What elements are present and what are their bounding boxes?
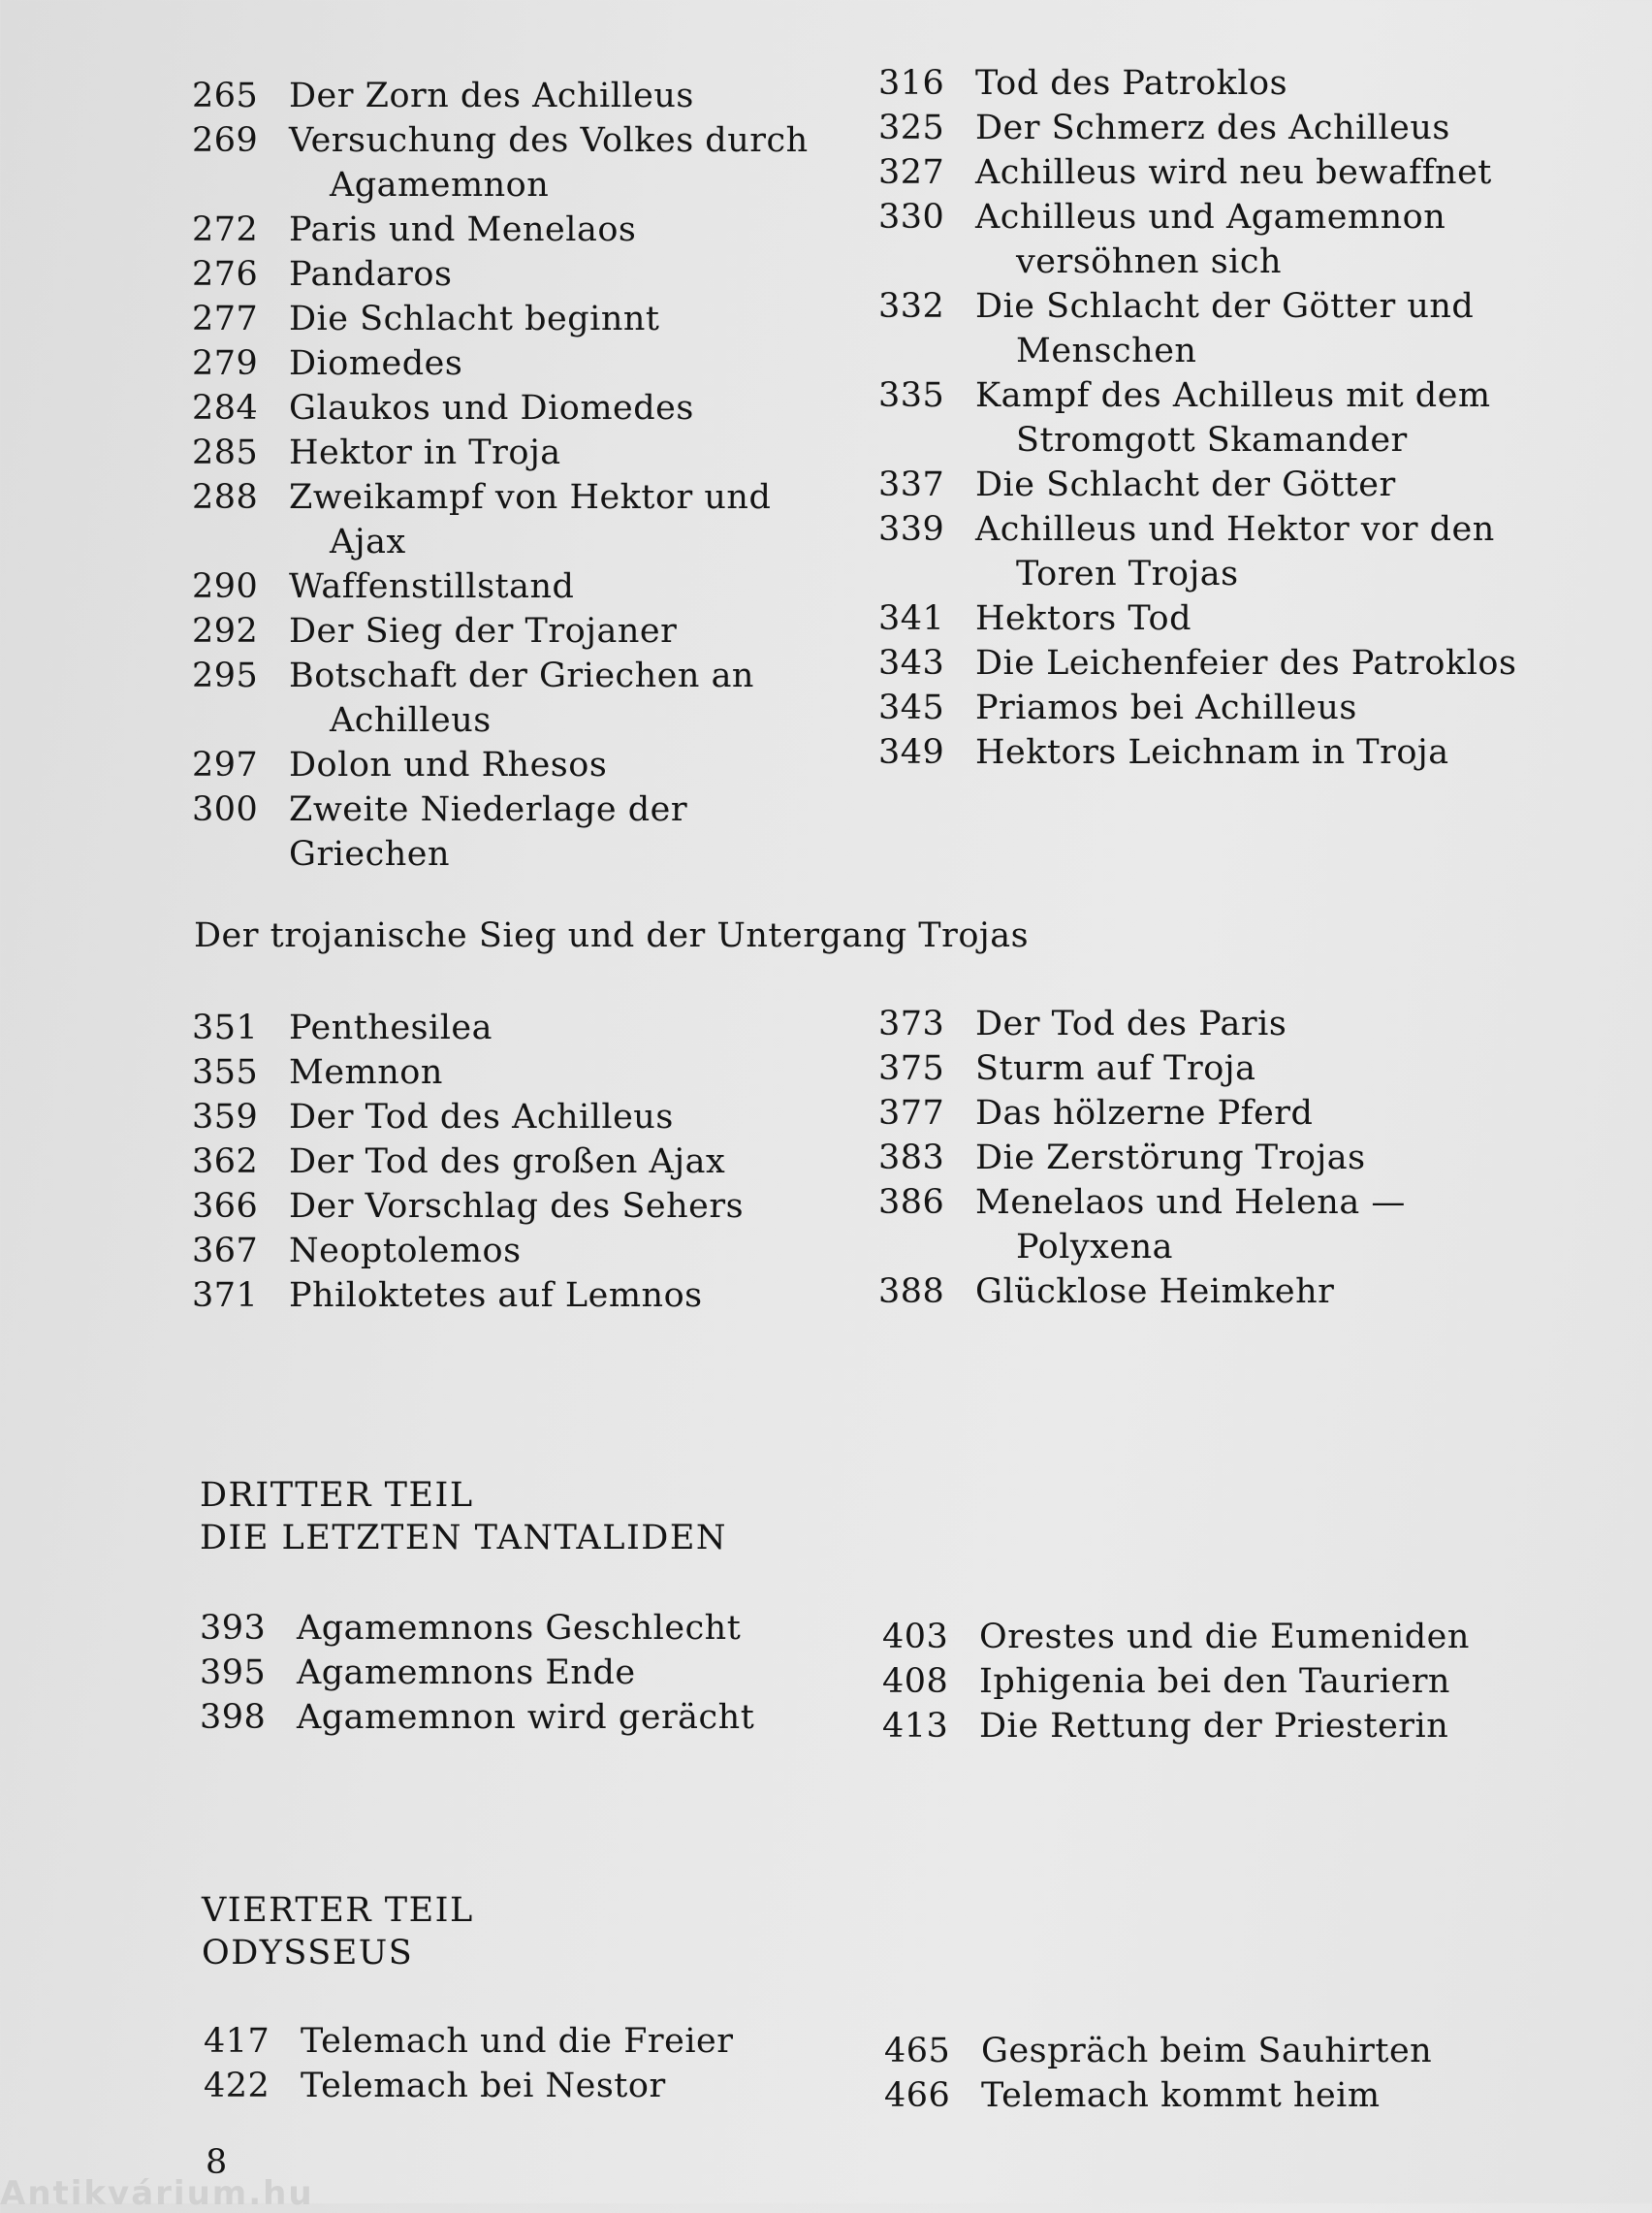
toc-page-number: 375 xyxy=(878,1049,945,1088)
toc-entry-title xyxy=(289,564,851,609)
toc-page-number: 330 xyxy=(878,198,945,237)
toc-entry-title xyxy=(289,208,851,252)
toc-entry-title xyxy=(289,609,851,654)
toc-page-number: 290 xyxy=(192,567,259,606)
toc-entry-title-text: Zweite Niederlage der Griechen xyxy=(289,790,688,874)
toc-page-number: 366 xyxy=(192,1187,259,1226)
toc-entry xyxy=(192,386,851,431)
toc-entry xyxy=(192,787,851,877)
toc-entry-title-text: Hektor in Troja xyxy=(289,433,561,472)
toc-page-number: 285 xyxy=(192,433,259,472)
toc-entry-title-text: Die Schlacht der Götter xyxy=(975,465,1396,504)
toc-entry-title-text: Das hölzerne Pferd xyxy=(975,1094,1314,1133)
toc-entry-title-text: Die Zerstörung Trojas xyxy=(975,1139,1366,1177)
toc-page-number: 386 xyxy=(878,1183,945,1222)
toc-entry-title xyxy=(289,1006,851,1050)
toc-entry-title-text: Achilleus und Hektor vor den xyxy=(975,510,1495,549)
toc-page-number: 272 xyxy=(192,210,259,249)
toc-page-number: 398 xyxy=(200,1698,267,1737)
toc-entry xyxy=(884,2029,1563,2073)
toc-entry-title-text: Penthesilea xyxy=(289,1009,492,1047)
toc-page-number: 362 xyxy=(192,1142,259,1181)
toc-entry-title xyxy=(975,641,1557,686)
toc-entry-title-text: Kampf des Achilleus mit dem xyxy=(975,376,1491,415)
toc-entry-title-text: Telemach und die Freier xyxy=(301,2022,734,2061)
toc-entry-title-text: Neoptolemos xyxy=(289,1232,522,1270)
toc-entry xyxy=(192,475,851,564)
toc-entry-title xyxy=(289,297,851,341)
toc-part3-right-column xyxy=(882,1615,1561,1748)
toc-entry-title-text: Versuchung des Volkes durch xyxy=(289,121,809,160)
toc-entry xyxy=(878,61,1557,106)
toc-entry-title-continuation: Menschen xyxy=(1016,332,1197,370)
toc-entry-title xyxy=(289,386,851,431)
toc-entry xyxy=(192,564,851,609)
toc-entry-title-continuation: Agamemnon xyxy=(330,166,550,205)
toc-entry xyxy=(192,1273,851,1318)
section-heading: Der trojanische Sieg und der Untergang Trojas xyxy=(194,916,1030,955)
toc-entry-title-text: Diomedes xyxy=(289,344,463,383)
toc-page-number: 277 xyxy=(192,300,259,338)
toc-page-number: 349 xyxy=(878,733,945,772)
toc-entry-title-text: Agamemnons Ende xyxy=(297,1653,636,1692)
part3-title: DIE LETZTEN TANTALIDEN xyxy=(200,1519,728,1557)
toc-entry-title xyxy=(289,743,851,787)
toc-page-number: 383 xyxy=(878,1139,945,1177)
toc-section1-left-column xyxy=(192,74,851,877)
toc-page-number: 371 xyxy=(192,1276,259,1315)
toc-page-number: 325 xyxy=(878,109,945,147)
toc-entry-title xyxy=(289,1184,851,1229)
toc-entry xyxy=(192,654,851,743)
toc-page-number: 339 xyxy=(878,510,945,549)
toc-page-number: 276 xyxy=(192,255,259,294)
toc-entry-title xyxy=(297,1695,859,1740)
toc-entry xyxy=(878,686,1557,730)
toc-entry-title-text: Priamos bei Achilleus xyxy=(975,689,1357,727)
toc-entry-title xyxy=(289,787,851,877)
toc-entry-title xyxy=(975,1002,1557,1046)
toc-entry xyxy=(192,431,851,475)
toc-entry-title-text: Hektors Leichnam in Troja xyxy=(975,733,1449,772)
toc-entry-title xyxy=(297,1651,859,1695)
toc-entry-title xyxy=(289,118,851,208)
page-number: 8 xyxy=(206,2143,228,2182)
toc-page-number: 292 xyxy=(192,612,259,651)
toc-entry xyxy=(884,2073,1563,2118)
toc-entry-title-text: Dolon und Rhesos xyxy=(289,746,608,785)
toc-page-number: 373 xyxy=(878,1005,945,1043)
toc-entry xyxy=(878,1180,1557,1269)
toc-entry xyxy=(878,195,1557,284)
toc-entry-title-text: Gespräch beim Sauhirten xyxy=(981,2032,1433,2070)
toc-entry xyxy=(878,150,1557,195)
toc-entry-title xyxy=(975,730,1557,775)
toc-entry-title-text: Telemach bei Nestor xyxy=(301,2067,666,2105)
toc-entry xyxy=(192,252,851,297)
toc-page-number: 377 xyxy=(878,1094,945,1133)
toc-entry-title-text: Telemach kommt heim xyxy=(981,2076,1381,2115)
toc-entry-title-text: Zweikampf von Hektor und xyxy=(289,478,772,517)
toc-entry xyxy=(192,1139,851,1184)
toc-entry-title-continuation: Achilleus xyxy=(330,701,492,740)
toc-page-number: 327 xyxy=(878,153,945,192)
toc-entry-title xyxy=(289,654,851,743)
toc-entry xyxy=(878,507,1557,596)
toc-page-number: 295 xyxy=(192,657,259,695)
toc-entry xyxy=(878,463,1557,507)
toc-entry-title xyxy=(301,2064,863,2108)
toc-entry-title-text: Waffenstillstand xyxy=(289,567,575,606)
toc-entry-title-text: Die Rettung der Priesterin xyxy=(979,1707,1449,1746)
part3-label: DRITTER TEIL xyxy=(200,1476,474,1515)
toc-entry-title-text: Menelaos und Helena — xyxy=(975,1183,1406,1222)
toc-entry-title-text: Botschaft der Griechen an xyxy=(289,657,754,695)
toc-page-number: 393 xyxy=(200,1609,267,1648)
toc-entry xyxy=(192,743,851,787)
toc-page-number: 359 xyxy=(192,1098,259,1137)
toc-page-number: 265 xyxy=(192,77,259,115)
toc-entry-title-text: Paris und Menelaos xyxy=(289,210,637,249)
toc-entry-title-text: Der Tod des Paris xyxy=(975,1005,1287,1043)
toc-page-number: 417 xyxy=(204,2022,270,2061)
toc-entry-title xyxy=(289,475,851,564)
toc-page-number: 351 xyxy=(192,1009,259,1047)
toc-entry-title xyxy=(975,1046,1557,1091)
toc-entry xyxy=(192,1095,851,1139)
toc-entry xyxy=(200,1651,859,1695)
toc-entry-title-text: Der Tod des großen Ajax xyxy=(289,1142,726,1181)
toc-entry-title xyxy=(975,106,1557,150)
toc-entry-title xyxy=(289,74,851,118)
toc-entry xyxy=(878,596,1557,641)
toc-entry xyxy=(204,2019,863,2064)
toc-entry-title-text: Agamemnons Geschlecht xyxy=(297,1609,742,1648)
toc-entry xyxy=(192,341,851,386)
toc-page-number: 395 xyxy=(200,1653,267,1692)
toc-entry xyxy=(192,609,851,654)
toc-section2-left-column xyxy=(192,1006,851,1318)
toc-entry-title-text: Iphigenia bei den Tauriern xyxy=(979,1662,1450,1701)
toc-page-number: 269 xyxy=(192,121,259,160)
toc-entry-title-text: Pandaros xyxy=(289,255,453,294)
part4-heading xyxy=(202,1889,474,1974)
toc-entry xyxy=(878,1136,1557,1180)
toc-entry-title xyxy=(975,150,1557,195)
toc-page-number: 465 xyxy=(884,2032,951,2070)
toc-entry xyxy=(204,2064,863,2108)
toc-entry xyxy=(192,118,851,208)
toc-entry-title-text: Philoktetes auf Lemnos xyxy=(289,1276,703,1315)
toc-part4-left-column xyxy=(204,2019,863,2108)
toc-entry-title xyxy=(289,1095,851,1139)
toc-entry-title xyxy=(975,61,1557,106)
toc-entry xyxy=(192,1006,851,1050)
toc-entry-title-continuation: Ajax xyxy=(330,523,406,561)
toc-entry xyxy=(878,106,1557,150)
toc-entry xyxy=(192,208,851,252)
toc-part4-right-column xyxy=(884,2029,1563,2118)
toc-entry-title-text: Agamemnon wird gerächt xyxy=(297,1698,755,1737)
toc-entry xyxy=(882,1615,1561,1659)
toc-entry-title-continuation: Stromgott Skamander xyxy=(1016,421,1408,460)
toc-page-number: 408 xyxy=(882,1662,949,1701)
toc-entry xyxy=(192,74,851,118)
toc-section1-right-column xyxy=(878,61,1557,775)
toc-entry xyxy=(200,1606,859,1651)
toc-entry xyxy=(878,1046,1557,1091)
toc-entry-title xyxy=(289,1139,851,1184)
toc-entry-title xyxy=(979,1615,1561,1659)
toc-page-number: 332 xyxy=(878,287,945,326)
toc-entry-title xyxy=(975,463,1557,507)
toc-entry xyxy=(192,1229,851,1273)
toc-entry-title xyxy=(975,686,1557,730)
toc-part3-left-column xyxy=(200,1606,859,1740)
toc-page-number: 466 xyxy=(884,2076,951,2115)
toc-entry-title-continuation: versöhnen sich xyxy=(1016,242,1283,281)
toc-entry-title xyxy=(975,1180,1557,1269)
toc-entry-title xyxy=(301,2019,863,2064)
toc-entry xyxy=(878,641,1557,686)
toc-entry-title-text: Hektors Tod xyxy=(975,599,1192,638)
toc-entry-title xyxy=(975,507,1557,596)
toc-page-number: 288 xyxy=(192,478,259,517)
toc-entry-title xyxy=(975,284,1557,373)
toc-entry-title xyxy=(297,1606,859,1651)
toc-page-number: 388 xyxy=(878,1272,945,1311)
toc-entry-title xyxy=(979,1659,1561,1704)
toc-entry-title xyxy=(975,596,1557,641)
toc-page-number: 335 xyxy=(878,376,945,415)
toc-entry-title-text: Memnon xyxy=(289,1053,443,1092)
toc-page-number: 284 xyxy=(192,389,259,428)
part4-label: VIERTER TEIL xyxy=(202,1891,474,1930)
toc-page-number: 355 xyxy=(192,1053,259,1092)
toc-entry-title-text: Der Schmerz des Achilleus xyxy=(975,109,1450,147)
toc-entry xyxy=(878,284,1557,373)
toc-entry xyxy=(878,1091,1557,1136)
toc-entry-title xyxy=(975,373,1557,463)
toc-entry-title-text: Sturm auf Troja xyxy=(975,1049,1256,1088)
toc-page-number: 413 xyxy=(882,1707,949,1746)
watermark: Antikvárium.hu xyxy=(0,2174,314,2213)
toc-entry-title-text: Die Schlacht der Götter und xyxy=(975,287,1475,326)
toc-entry-title-continuation: Toren Trojas xyxy=(1016,555,1239,593)
toc-entry xyxy=(882,1704,1561,1748)
toc-entry xyxy=(878,1269,1557,1314)
toc-page-number: 316 xyxy=(878,64,945,103)
part4-title: ODYSSEUS xyxy=(202,1934,414,1972)
toc-entry xyxy=(878,1002,1557,1046)
toc-entry-title-text: Der Tod des Achilleus xyxy=(289,1098,674,1137)
toc-entry xyxy=(200,1695,859,1740)
toc-entry-title xyxy=(289,1050,851,1095)
toc-entry-title-text: Der Sieg der Trojaner xyxy=(289,612,678,651)
toc-entry-title-text: Achilleus und Agamemnon xyxy=(975,198,1446,237)
toc-entry-title-text: Die Leichenfeier des Patroklos xyxy=(975,644,1517,683)
toc-page-number: 343 xyxy=(878,644,945,683)
toc-entry-title-text: Der Vorschlag des Sehers xyxy=(289,1187,745,1226)
toc-entry xyxy=(192,1184,851,1229)
toc-entry-title-text: Glücklose Heimkehr xyxy=(975,1272,1335,1311)
toc-page-number: 345 xyxy=(878,689,945,727)
toc-page-number: 422 xyxy=(204,2067,270,2105)
toc-entry-title xyxy=(981,2029,1563,2073)
toc-entry-title xyxy=(975,1091,1557,1136)
toc-entry-title xyxy=(289,1273,851,1318)
toc-entry-title xyxy=(289,431,851,475)
toc-entry xyxy=(878,730,1557,775)
toc-entry xyxy=(192,297,851,341)
part3-heading xyxy=(200,1474,727,1559)
toc-entry-title-text: Die Schlacht beginnt xyxy=(289,300,660,338)
toc-entry-title-text: Orestes und die Eumeniden xyxy=(979,1618,1470,1656)
toc-page-number: 367 xyxy=(192,1232,259,1270)
toc-entry-title xyxy=(981,2073,1563,2118)
toc-entry-title xyxy=(975,1136,1557,1180)
toc-page-number: 279 xyxy=(192,344,259,383)
toc-section2-right-column xyxy=(878,1002,1557,1314)
toc-entry-title-continuation: Polyxena xyxy=(1016,1228,1174,1267)
toc-entry xyxy=(878,373,1557,463)
toc-entry-title xyxy=(289,1229,851,1273)
toc-entry-title xyxy=(979,1704,1561,1748)
toc-entry-title-text: Glaukos und Diomedes xyxy=(289,389,694,428)
toc-page-number: 403 xyxy=(882,1618,949,1656)
toc-entry-title xyxy=(289,252,851,297)
toc-page-number: 297 xyxy=(192,746,259,785)
toc-entry-title-text: Achilleus wird neu bewaffnet xyxy=(975,153,1492,192)
toc-entry xyxy=(192,1050,851,1095)
toc-entry-title xyxy=(975,195,1557,284)
toc-entry-title-text: Der Zorn des Achilleus xyxy=(289,77,694,115)
toc-page-number: 337 xyxy=(878,465,945,504)
toc-page-number: 300 xyxy=(192,790,259,829)
toc-page-number: 341 xyxy=(878,599,945,638)
toc-entry xyxy=(882,1659,1561,1704)
toc-entry-title xyxy=(289,341,851,386)
toc-entry-title-text: Tod des Patroklos xyxy=(975,64,1288,103)
toc-entry-title xyxy=(975,1269,1557,1314)
